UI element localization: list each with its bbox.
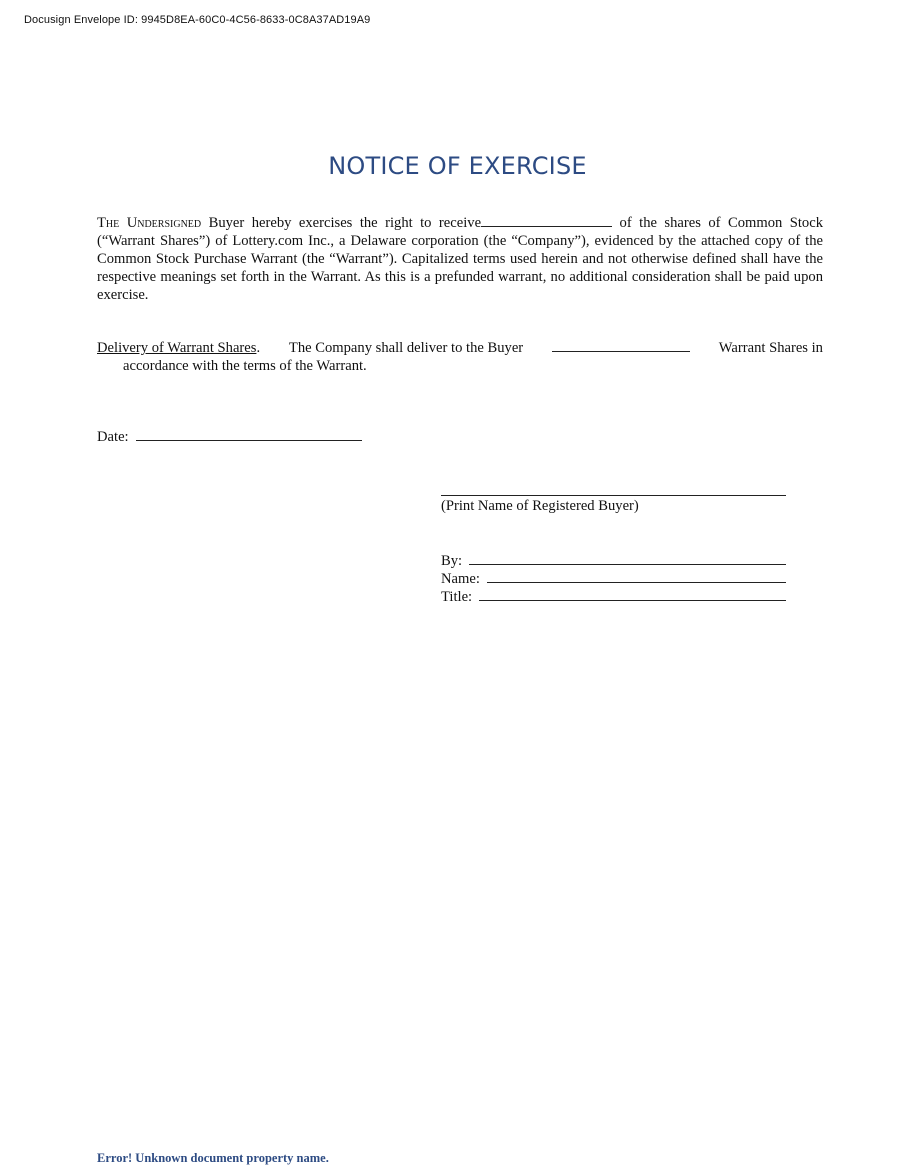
footer-error-text: Error! Unknown document property name. (97, 1151, 329, 1165)
by-field-row (441, 551, 786, 570)
delivery-continuation: accordance with the terms of the Warrant. (123, 358, 367, 374)
title-input-line[interactable] (479, 587, 786, 601)
delivery-heading-punct: . (256, 340, 261, 356)
delivery-heading-group (97, 339, 260, 357)
by-label: By: (441, 553, 463, 569)
delivery-heading: Delivery of Warrant Shares (97, 340, 257, 356)
print-name-line[interactable] (441, 495, 786, 496)
delivery-text-before: The Company shall deliver to the Buyer (288, 340, 524, 356)
date-input-line[interactable] (136, 427, 362, 441)
delivered-shares-count-blank[interactable] (552, 338, 690, 352)
exercise-paragraph-text-before: Buyer hereby exercises the right to receive (201, 215, 482, 231)
document-title: NOTICE OF EXERCISE (328, 152, 587, 180)
print-name-caption: (Print Name of Registered Buyer) (441, 498, 639, 514)
docusign-envelope-id: Docusign Envelope ID: 9945D8EA-60C0-4C56-8633-0C8A37AD19A9 (24, 14, 371, 26)
exercise-paragraph (97, 213, 823, 304)
name-label: Name: (441, 571, 480, 587)
title-label: Title: (441, 589, 473, 605)
delivery-text-after: Warrant Shares in (718, 340, 823, 356)
delivery-paragraph (97, 338, 823, 375)
name-field-row (441, 569, 786, 588)
exercise-paragraph-text-after: of the shares of Common Stock (“Warrant Shares”) of Lottery.com Inc., a Delaware corporation (the “Company”), evidenced by the attached copy of the Common Stock Purchase Warrant (the “Warrant”). Capitalized terms used herein and not otherwise defined shall have the respective meanings set forth in the Warrant. As this is a prefunded warrant, no additional consideration shall be paid upon exercise. (97, 215, 823, 303)
by-signature-line[interactable] (469, 551, 786, 565)
date-field-row (97, 427, 362, 446)
warrant-shares-count-blank[interactable] (481, 213, 612, 227)
name-input-line[interactable] (487, 569, 786, 583)
delivery-paragraph-first-line (97, 338, 823, 357)
exercise-paragraph-lead: The Undersigned (97, 215, 202, 231)
date-label: Date: (97, 429, 129, 445)
title-field-row (441, 587, 786, 606)
